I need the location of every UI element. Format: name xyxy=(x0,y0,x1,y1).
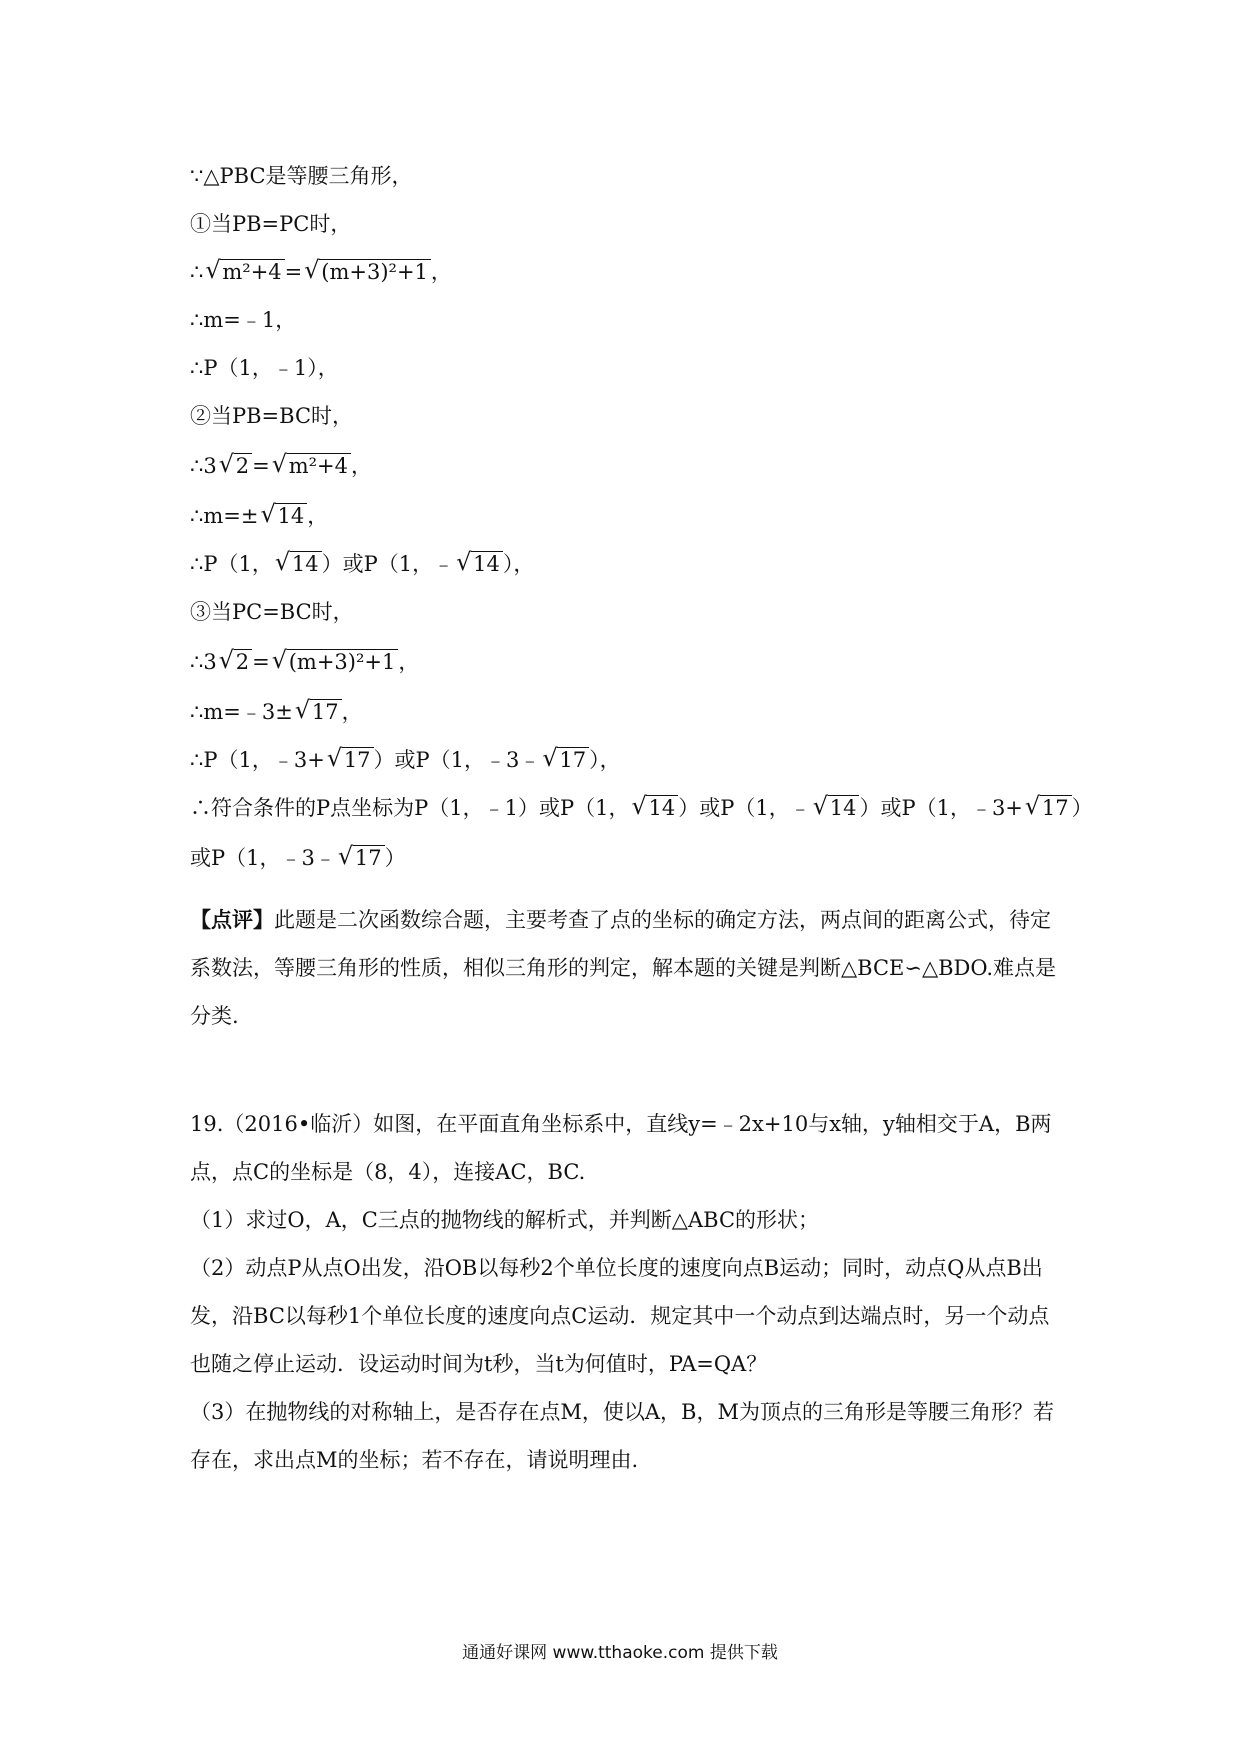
case2-p-point: ∴P（1， √ 14 ）或P（1，﹣ √ 14 ）， xyxy=(190,548,535,576)
sqrt-expression: √ 2 xyxy=(219,452,252,480)
comment-tag: 【点评】 xyxy=(190,907,274,932)
case1-title: ①当PB=PC时， xyxy=(190,212,352,236)
sqrt-expression: √ 2 xyxy=(219,648,252,676)
sqrt-expression: √ 14 xyxy=(456,550,503,578)
sqrt-expression: √ 14 xyxy=(631,794,678,822)
case3-p-point: ∴P（1，﹣3+ √ 17 ）或P（1，﹣3﹣ √ 17 ）， xyxy=(190,744,621,772)
problem-stem: 19.（2016•临沂）如图，在平面直角坐标系中，直线y=﹣2x+10与x轴，y轴相交于A，B两点，点C的坐标是（8，4），连接AC，BC. xyxy=(190,1112,1052,1184)
case2-m-value: ∴m=± √ 14 ， xyxy=(190,500,329,528)
comment-body: 此题是二次函数综合题，主要考查了点的坐标的确定方法，两点间的距离公式，待定系数法，等腰三角形的性质，相似三角形的判定，解本题的关键是判断△BCE∽△BDO.难点是分类. xyxy=(190,908,1057,1028)
sqrt-expression: √ m²+4 xyxy=(205,258,284,286)
page-footer: 通通好课网 www.tthaoke.com 提供下载 xyxy=(462,1643,778,1663)
sqrt-expression: √ 17 xyxy=(338,844,385,872)
comment-paragraph xyxy=(190,896,1060,1040)
case2-title: ②当PB=BC时， xyxy=(190,404,354,428)
sqrt-expression: √ 14 xyxy=(260,502,307,530)
case3-equation: ∴3 √ 2 = √ (m+3)²+1 ， xyxy=(190,646,420,674)
case1-m-value: ∴m=﹣1， xyxy=(190,308,297,332)
sqrt-expression: √ 17 xyxy=(1025,794,1072,822)
case3-title: ③当PC=BC时， xyxy=(190,600,354,624)
conclusion-line: ∴符合条件的P点坐标为P（1，﹣1）或P（1， √ 14 ）或P（1，﹣ √ 14 ）或P（1，﹣3+ √ 17 ） xyxy=(190,792,1093,820)
question-2: （2）动点P从点O出发，沿OB以每秒2个单位长度的速度向点B运动；同时，动点Q从点B出发，沿BC以每秒1个单位长度的速度向点C运动．规定其中一个动点到达端点时，另一个动点也随之停止运动．设运动时间为t秒，当t为何值时，PA=QA？ xyxy=(190,1256,1050,1376)
case2-equation: ∴3 √ 2 = √ m²+4 ， xyxy=(190,450,373,478)
sqrt-expression: √ 17 xyxy=(295,698,342,726)
sqrt-expression: √ 14 xyxy=(813,794,860,822)
case1-p-point: ∴P（1，﹣1）， xyxy=(190,356,339,380)
case1-equation: ∴ √ m²+4 = √ (m+3)²+1 ， xyxy=(190,256,452,284)
conclusion-line-2: 或P（1，﹣3﹣ √ 17 ） xyxy=(190,842,406,870)
sqrt-expression: √ (m+3)²+1 xyxy=(272,648,399,676)
case3-m-value: ∴m=﹣3± √ 17 ， xyxy=(190,696,363,724)
sqrt-expression: √ 17 xyxy=(327,746,374,774)
question-1: （1）求过O，A，C三点的抛物线的解析式，并判断△ABC的形状； xyxy=(190,1208,820,1232)
therefore-symbol: ∴ xyxy=(190,260,204,284)
sqrt-expression: √ (m+3)²+1 xyxy=(304,258,431,286)
sqrt-expression: √ 14 xyxy=(275,550,322,578)
premise-line: ∵△PBC是等腰三角形， xyxy=(190,164,413,188)
sqrt-expression: √ 17 xyxy=(542,746,589,774)
sqrt-expression: √ m²+4 xyxy=(272,452,351,480)
question-3: （3）在抛物线的对称轴上，是否存在点M，使以A，B，M为顶点的三角形是等腰三角形？若存在，求出点M的坐标；若不存在，请说明理由. xyxy=(190,1400,1054,1472)
